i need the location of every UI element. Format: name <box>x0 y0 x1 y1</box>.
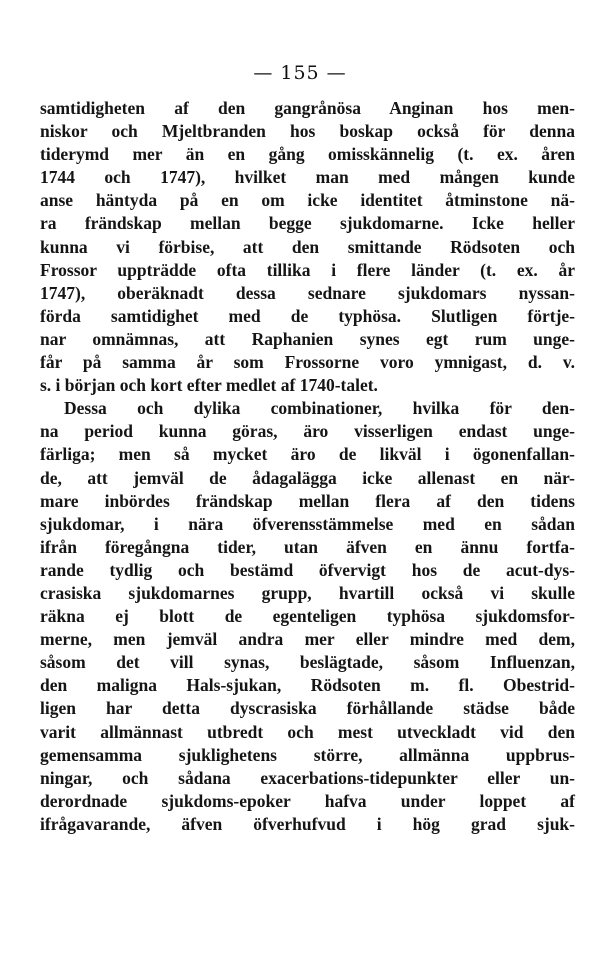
text-line: derordnade sjukdoms-epoker hafva under loppet af <box>40 790 575 811</box>
text-line: rande tydlig och bestämd öfvervigt hos de acut-dys- <box>40 559 575 580</box>
text-line: sjukdomar, i nära öfverensstämmelse med en sådan <box>40 513 575 534</box>
text-line: samtidigheten af den gangrånösa Anginan hos men- <box>40 98 575 118</box>
text-line: varit allmännast utbredt och mest utveckladt vid den <box>40 721 575 742</box>
text-line: nar omnämnas, att Raphanien synes egt rum unge- <box>40 328 575 349</box>
text-line: färliga; men så mycket äro de likväl i ögonenfallan- <box>40 444 575 465</box>
text-line: crasiska sjukdomarnes grupp, hvartill också vi skulle <box>40 582 575 603</box>
text-line: de, att jemväl de ådagalägga icke allenast en när- <box>40 467 575 488</box>
text-line: gemensamma sjuklighetens större, allmänna uppbrus- <box>40 744 575 765</box>
text-line: tiderymd mer än en gång omisskännelig (t. ex. åren <box>40 144 575 165</box>
text-line: na period kunna göras, äro visserligen endast unge- <box>40 421 575 442</box>
text-line: ifrågavarande, äfven öfverhufvud i hög grad sjuk- <box>40 813 575 834</box>
text-line: förda samtidighet med de typhösa. Slutligen förtje- <box>40 305 575 326</box>
text-line: anse häntyda på en om icke identitet åtminstone nä- <box>40 190 575 211</box>
text-line: ra frändskap mellan begge sjukdomarne. Icke heller <box>40 213 575 234</box>
text-line: niskor och Mjeltbranden hos boskap också för denna <box>40 121 575 142</box>
text-line: ifrån föregångna tider, utan äfven en ännu fortfa- <box>40 536 575 557</box>
text-line: den maligna Hals-sjukan, Rödsoten m. fl. Obestrid- <box>40 675 575 696</box>
text-line: mare inbördes frändskap mellan flera af den tidens <box>40 490 575 511</box>
body-text <box>40 97 575 836</box>
text-line: räkna ej blott de egenteligen typhösa sjukdomsfor- <box>40 606 575 627</box>
text-line: får på samma år som Frossorne voro ymnigast, d. v. <box>40 352 575 373</box>
text-line: såsom det vill synas, beslägtade, såsom Influenzan, <box>40 652 575 673</box>
text-line: Frossor uppträdde ofta tillika i flere länder (t. ex. år <box>40 259 575 280</box>
text-line: ligen har detta dyscrasiska förhållande städse både <box>40 698 575 719</box>
text-line: kunna vi förbise, att den smittande Rödsoten och <box>40 236 575 257</box>
text-line: merne, men jemväl andra mer eller mindre med dem, <box>40 629 575 650</box>
text-line: 1744 och 1747), hvilket man med mången kunde <box>40 167 575 188</box>
text-line: Dessa och dylika combinationer, hvilka för den- <box>64 398 575 419</box>
page-number: — 155 — <box>253 62 347 84</box>
text-line: 1747), oberäknadt dessa sednare sjukdomars nyssan- <box>40 282 575 303</box>
text-line: ningar, och sådana exacerbations-tidepunkter eller un- <box>40 767 575 788</box>
text-line: s. i början och kort efter medlet af 1740-talet. <box>40 375 378 396</box>
